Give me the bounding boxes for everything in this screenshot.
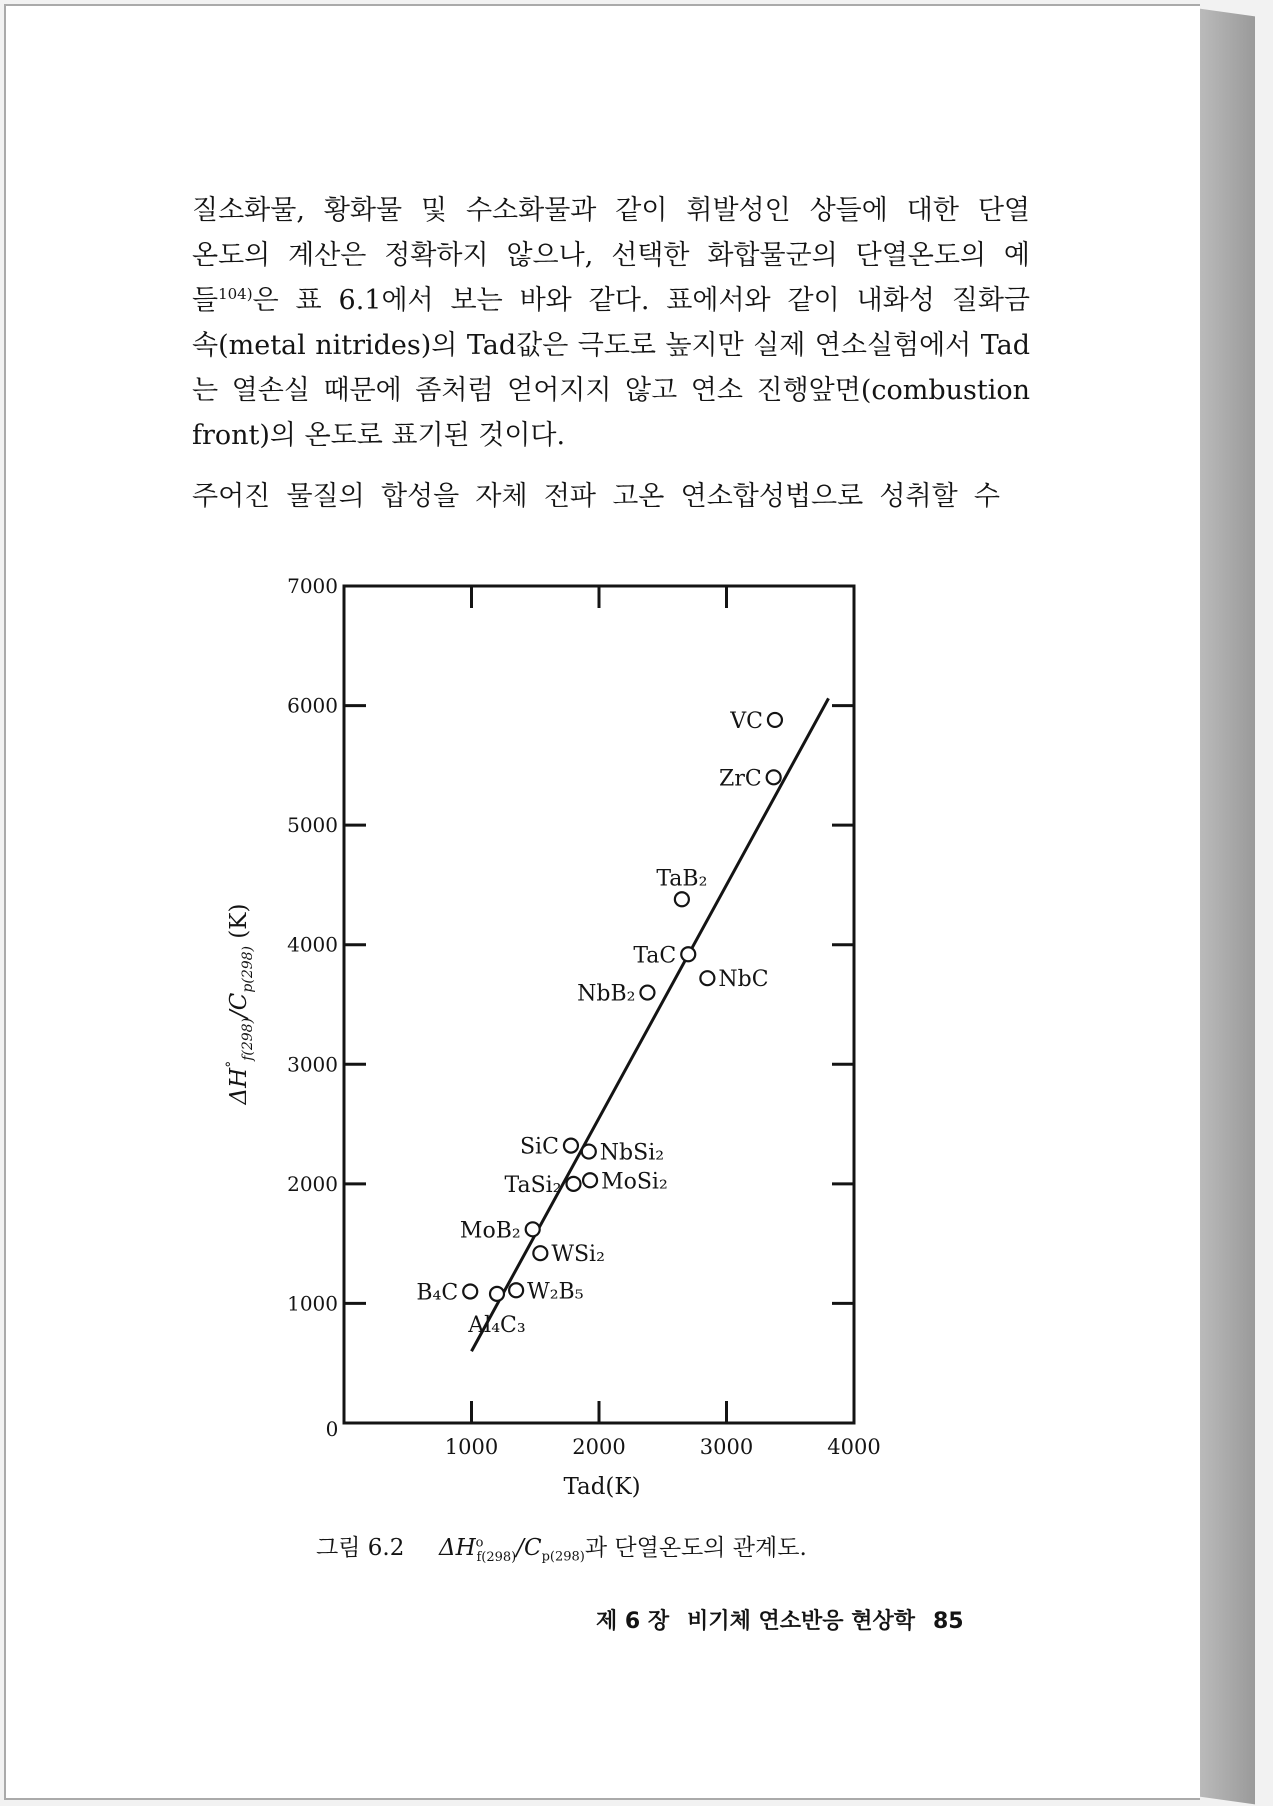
data-point <box>681 947 695 961</box>
paragraph-1-line-4: 속(metal nitrides)의 Tad값은 극도로 높지만 실제 연소실험에서 Tad <box>192 330 1030 361</box>
running-footer <box>596 1604 964 1635</box>
paragraph-1-line-3-rest: 은 표 6.1에서 보는 바와 같다. 표에서와 같이 내화성 질화금 <box>252 285 1030 316</box>
data-point <box>463 1284 477 1298</box>
y-tick-label: 2000 <box>287 1171 338 1196</box>
y-axis-tick-labels <box>287 574 338 1315</box>
y-label-slash: /C <box>226 992 252 1018</box>
data-points <box>463 713 782 1301</box>
data-point <box>490 1287 504 1301</box>
x-axis-tick-labels <box>445 1435 881 1459</box>
x-tick-label: 2000 <box>572 1435 626 1459</box>
paragraph-1-line-3-start: 들 <box>192 285 219 316</box>
data-point <box>582 1145 596 1159</box>
footer-title: 비기체 연소반응 현상학 <box>687 1609 915 1634</box>
paragraph-1-line-5: 는 열손실 때문에 좀처럼 얻어지지 않고 연소 진행앞면(combustion <box>192 375 1030 406</box>
data-point-label: NbSi₂ <box>599 1140 665 1166</box>
footer-chapter: 제 6 장 <box>596 1609 670 1634</box>
caption-sub2: p(298) <box>541 1549 585 1565</box>
data-point-labels <box>416 709 768 1338</box>
data-point-label: TaB₂ <box>656 866 708 892</box>
data-point-label: MoB₂ <box>459 1218 521 1244</box>
data-point <box>509 1283 523 1297</box>
data-point <box>533 1246 547 1260</box>
data-point-label: TaC <box>633 943 677 969</box>
paragraph-2-line-1: 주어진 물질의 합성을 자체 전파 고온 연소합성법으로 성취할 수 <box>192 481 1000 512</box>
data-point <box>583 1173 597 1187</box>
data-point <box>700 971 714 985</box>
y-tick-label: 7000 <box>287 574 338 598</box>
paragraph-1-line-1: 질소화물, 황화물 및 수소화물과 같이 휘발성인 상들에 대한 단열 <box>192 195 1030 226</box>
data-point <box>675 892 689 906</box>
caption-suffix: 과 단열온도의 관계도. <box>584 1535 807 1561</box>
data-point-label: ZrC <box>719 766 762 792</box>
data-point-label: B₄C <box>416 1280 459 1306</box>
x-tick-label: 4000 <box>827 1435 881 1459</box>
data-point-label: W₂B₅ <box>527 1279 584 1305</box>
data-point-label: VC <box>730 708 763 734</box>
y-label-sup: ° <box>224 1060 240 1068</box>
data-point <box>526 1222 540 1236</box>
data-point-label: NbB₂ <box>577 981 636 1007</box>
data-point-label: SiC <box>519 1134 559 1160</box>
paragraph-1-line-6: front)의 온도로 표기된 것이다. <box>192 420 566 451</box>
data-point <box>640 986 654 1000</box>
fit-line <box>472 698 829 1351</box>
data-point-label: MoSi₂ <box>601 1169 668 1195</box>
data-point <box>768 713 782 727</box>
figure-caption <box>316 1529 807 1565</box>
y-label-delta: ΔH <box>226 1067 252 1105</box>
x-axis-label: Tad(K) <box>563 1474 641 1500</box>
y-tick-label: 5000 <box>287 813 338 838</box>
data-point <box>767 770 781 784</box>
caption-sub1: f(298) <box>476 1549 517 1565</box>
y-label-sub2: p(298) <box>240 945 256 993</box>
reference-superscript: 104) <box>218 285 253 303</box>
caption-delta: ΔH <box>438 1535 476 1561</box>
y-tick-label: 3000 <box>287 1052 338 1077</box>
page-number: 85 <box>932 1609 964 1634</box>
y-label-unit: (K) <box>226 903 252 946</box>
origin-label: 0 <box>325 1417 339 1441</box>
data-point-label: Al₄C₃ <box>468 1312 526 1338</box>
x-tick-label: 1000 <box>444 1435 499 1459</box>
data-point-label: TaSi₂ <box>504 1172 562 1198</box>
data-point-label: NbC <box>718 967 769 993</box>
x-tick-label: 3000 <box>699 1435 754 1459</box>
y-label-sub1: f(298) <box>240 1017 256 1061</box>
caption-slash: /C <box>516 1535 542 1561</box>
book-page <box>4 4 1200 1800</box>
y-axis-label <box>224 904 256 1106</box>
data-point-label: WSi₂ <box>551 1242 605 1268</box>
data-point <box>567 1177 581 1191</box>
caption-sup: o <box>475 1535 484 1551</box>
figure-chart <box>6 6 1202 1606</box>
data-point <box>564 1139 578 1153</box>
y-tick-label: 6000 <box>287 693 338 718</box>
paragraph-1-line-2: 온도의 계산은 정확하지 않으나, 선택한 화합물군의 단열온도의 예 <box>192 240 1030 271</box>
y-tick-label: 4000 <box>287 932 338 957</box>
page-edge-shadow <box>1195 8 1255 1804</box>
y-tick-label: 1000 <box>287 1291 338 1316</box>
caption-prefix: 그림 6.2 <box>316 1535 405 1561</box>
